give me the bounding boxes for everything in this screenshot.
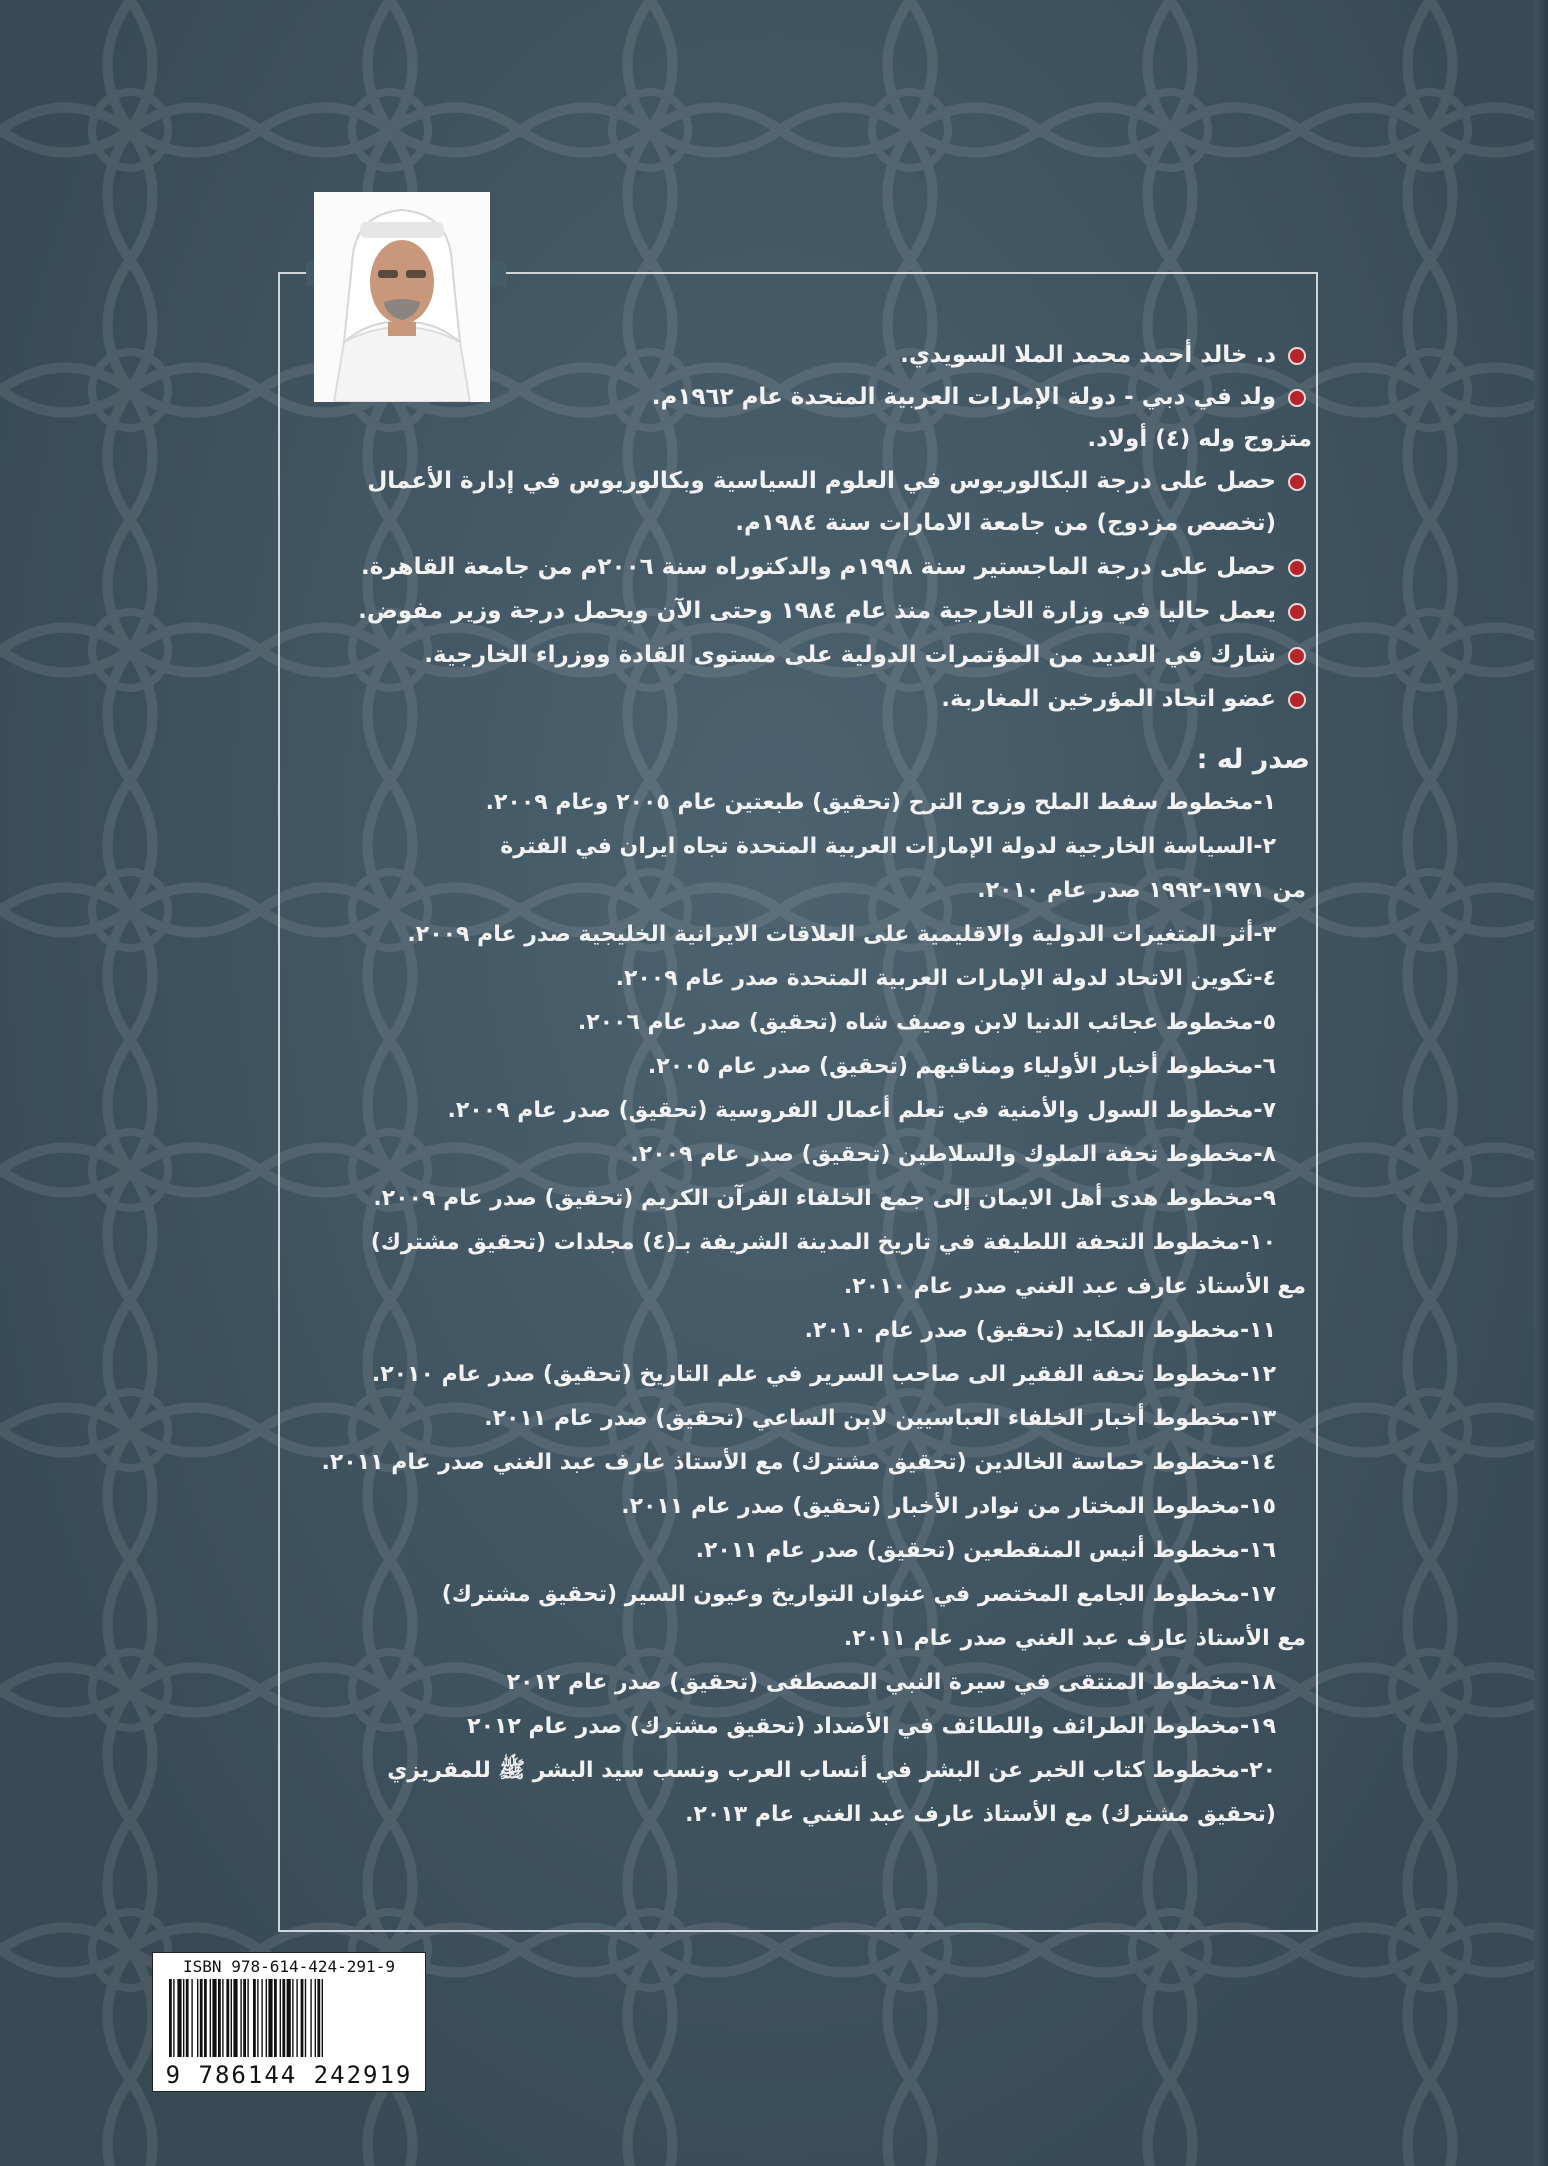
bullet-icon (1288, 691, 1306, 709)
publication-line: ١٣-مخطوط أخبار الخلفاء العباسيين لابن الساعي (تحقيق) صدر عام ٢٠١١. (484, 1406, 1276, 1431)
bullet-icon (1288, 559, 1306, 577)
barcode-bar (310, 1979, 311, 2057)
barcode-bar (253, 1979, 256, 2057)
publication-line: ٥-مخطوط عجائب الدنيا لابن وصيف شاه (تحقيق) صدر عام ٢٠٠٦. (577, 1010, 1276, 1035)
bio-line-masters (361, 552, 1306, 582)
barcode-bar (233, 1979, 237, 2057)
publications-heading: صدر له : (1196, 744, 1310, 775)
barcode-bar (212, 1979, 216, 2057)
publication-line: ١٤-مخطوط حماسة الخالدين (تحقيق مشترك) مع الأستاذ عارف عبد الغني صدر عام ٢٠١١. (321, 1450, 1276, 1475)
barcode-bar (296, 1979, 297, 2057)
barcode-bar (226, 1979, 229, 2057)
publication-line: من ١٩٧١-١٩٩٢ صدر عام ٢٠١٠. (977, 878, 1306, 903)
publication-line: ١١-مخطوط المكايد (تحقيق) صدر عام ٢٠١٠. (804, 1318, 1276, 1343)
bio-text: يعمل حاليا في وزارة الخارجية منذ عام ١٩٨٤ وحتى الآن ويحمل درجة وزير مفوض. (358, 598, 1276, 624)
barcode-bar (266, 1979, 267, 2057)
publication-line: ٧-مخطوط السول والأمنية في تعلم أعمال الفروسية (تحقيق) صدر عام ٢٠٠٩. (447, 1098, 1276, 1123)
barcode-bar (240, 1979, 241, 2057)
bio-text: شارك في العديد من المؤتمرات الدولية على مستوى القادة ووزراء الخارجية. (424, 642, 1276, 668)
bullet-icon (1288, 473, 1306, 491)
bio-text: (تخصص مزدوج) من جامعة الامارات سنة ١٩٨٤م. (735, 510, 1276, 536)
bullet-icon (1288, 603, 1306, 621)
publication-line: ٢-السياسة الخارجية لدولة الإمارات العربية المتحدة تجاه ايران في الفترة (500, 834, 1276, 859)
bio-text: حصل على درجة الماجستير سنة ١٩٩٨م والدكتوراه سنة ٢٠٠٦م من جامعة القاهرة. (361, 554, 1276, 580)
bio-line-bachelor-cont (735, 508, 1276, 538)
author-portrait-image (314, 192, 490, 402)
bio-line-membership (941, 684, 1306, 714)
barcode-bar (173, 1979, 174, 2057)
barcode-bar (210, 1979, 211, 2057)
barcode-bar (292, 1979, 293, 2057)
publication-line: ١-مخطوط سفط الملح وزوح الترح (تحقيق) طبعتين عام ٢٠٠٥ وعام ٢٠٠٩. (485, 790, 1276, 815)
barcode-bar (247, 1979, 248, 2057)
publication-line: مع الأستاذ عارف عبد الغني صدر عام ٢٠١٠. (843, 1274, 1306, 1299)
barcode-bar (218, 1979, 221, 2057)
bio-line-family (1087, 424, 1312, 454)
bio-text: د. خالد أحمد محمد الملا السويدي. (900, 342, 1276, 368)
isbn-number: ISBN 978-614-424-291-9 (183, 1957, 395, 1976)
isbn-digits: 9 786144 242919 (165, 2061, 413, 2089)
barcode-bar (191, 1979, 192, 2057)
bio-line-birth (652, 382, 1306, 412)
barcode-bar (186, 1979, 189, 2057)
barcode-bar (183, 1979, 184, 2057)
publication-line: ٨-مخطوط تحفة الملوك والسلاطين (تحقيق) صدر عام ٢٠٠٩. (630, 1142, 1276, 1167)
barcode-bar (200, 1979, 203, 2057)
bullet-icon (1288, 389, 1306, 407)
barcode-bar (305, 1979, 306, 2057)
bio-line-conferences (424, 640, 1306, 670)
bio-line-bachelor (367, 466, 1306, 496)
barcode-bar (261, 1979, 262, 2057)
barcode-bar (315, 1979, 316, 2057)
barcode-bar (243, 1979, 246, 2057)
bullet-icon (1288, 347, 1306, 365)
publication-line: ١٢-مخطوط تحفة الفقير الى صاحب السرير في علم التاريخ (تحقيق) صدر عام ٢٠١٠. (371, 1362, 1276, 1387)
barcode-bar (169, 1979, 172, 2057)
barcode-bar (282, 1979, 285, 2057)
barcode-bar (177, 1979, 181, 2057)
barcode-bar (317, 1979, 320, 2057)
barcode-bar (231, 1979, 232, 2057)
publication-line: ١٨-مخطوط المنتقى في سيرة النبي المصطفى (تحقيق) صدر عام ٢٠١٢ (506, 1670, 1276, 1695)
barcode-bar (274, 1979, 277, 2057)
bio-text: ولد في دبي - دولة الإمارات العربية المتحدة عام ١٩٦٢م. (651, 384, 1276, 410)
bio-line-work (358, 596, 1306, 626)
barcode-bar (301, 1979, 304, 2057)
barcode-bar (222, 1979, 223, 2057)
publication-line: ١٦-مخطوط أنيس المنقطعين (تحقيق) صدر عام ٢٠١١. (695, 1538, 1276, 1563)
barcode-bar (268, 1979, 272, 2057)
bio-text: حصل على درجة البكالوريوس في العلوم السياسية وبكالوريوس في إدارة الأعمال (367, 468, 1276, 494)
publication-line: مع الأستاذ عارف عبد الغني صدر عام ٢٠١١. (843, 1626, 1306, 1651)
barcode-bar (322, 1979, 323, 2057)
publication-line: ١٥-مخطوط المختار من نوادر الأخبار (تحقيق) صدر عام ٢٠١١. (621, 1494, 1276, 1519)
barcode-bar (287, 1979, 291, 2057)
publication-line: ٤-تكوين الاتحاد لدولة الإمارات العربية المتحدة صدر عام ٢٠٠٩. (615, 966, 1276, 991)
publication-line: ٢٠-مخطوط كتاب الخبر عن البشر في أنساب العرب ونسب سيد البشر ﷺ للمقريزي (387, 1758, 1276, 1783)
barcode-bar (204, 1979, 207, 2057)
publication-line: ١٩-مخطوط الطرائف واللطائف في الأضداد (تحقيق مشترك) صدر عام ٢٠١٢ (467, 1714, 1276, 1739)
isbn-barcode-label (152, 1952, 426, 2092)
bullet-icon (1288, 647, 1306, 665)
publication-line: ١٠-مخطوط التحفة اللطيفة في تاريخ المدينة الشريفة بـ(٤) مجلدات (تحقيق مشترك) (370, 1230, 1276, 1255)
bio-text: متزوج وله (٤) أولاد. (1087, 426, 1312, 452)
barcode-bar (197, 1979, 198, 2057)
spine-edge (1534, 0, 1548, 2166)
bio-text: عضو اتحاد المؤرخين المغاربة. (941, 686, 1276, 712)
publication-line: (تحقيق مشترك) مع الأستاذ عارف عبد الغني عام ٢٠١٣. (685, 1802, 1276, 1827)
publication-line: ٦-مخطوط أخبار الأولياء ومناقبهم (تحقيق) صدر عام ٢٠٠٥. (647, 1054, 1276, 1079)
publication-line: ٩-مخطوط هدى أهل الايمان إلى جمع الخلفاء القرآن الكريم (تحقيق) صدر عام ٢٠٠٩. (373, 1186, 1276, 1211)
publication-line: ١٧-مخطوط الجامع المختصر في عنوان التواريخ وعيون السير (تحقيق مشترك) (441, 1582, 1276, 1607)
barcode-bar (280, 1979, 281, 2057)
author-photo (314, 192, 490, 402)
barcode-image (169, 1979, 409, 2057)
publication-line: ٣-أثر المتغيرات الدولية والاقليمية على العلاقات الايرانية الخليجية صدر عام ٢٠٠٩. (407, 922, 1276, 947)
barcode-bar (257, 1979, 258, 2057)
bio-line-name (900, 340, 1306, 370)
